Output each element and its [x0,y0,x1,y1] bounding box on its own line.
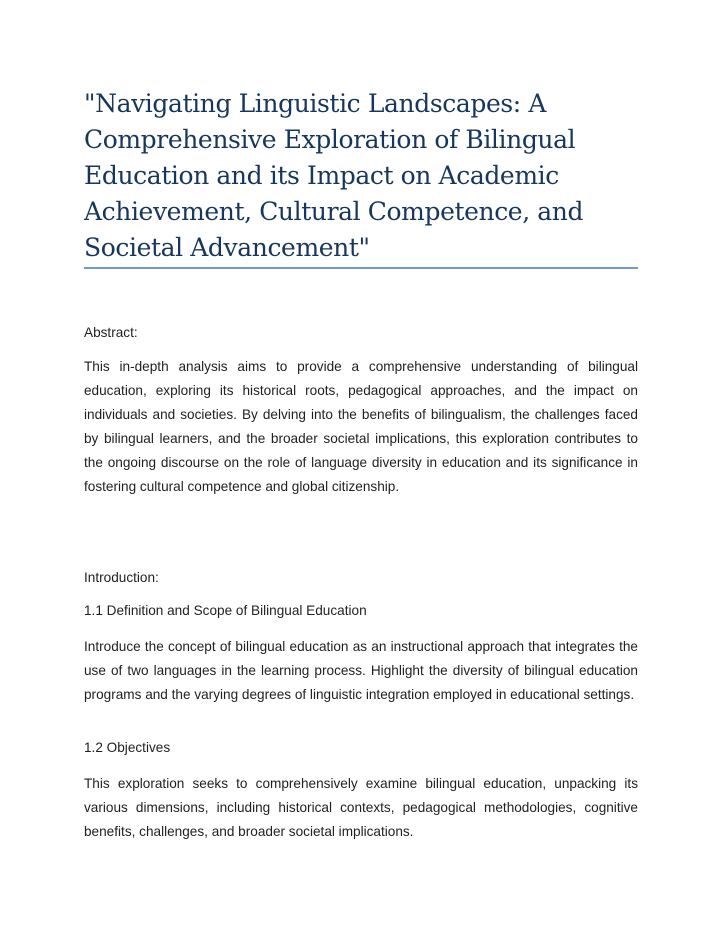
section-paragraph-1-1: Introduce the concept of bilingual education as an instructional approach that integrates the use of two languages in the learning process. Highlight the diversity of bilingual education programs and the varying degrees of linguistic integration employed in educational settings. [84,639,638,702]
introduction-label: Introduction: [84,570,159,585]
title-underline [84,267,638,269]
abstract-label: Abstract: [84,325,138,340]
section-paragraph-1-2: This exploration seeks to comprehensively examine bilingual education, unpacking its various dimensions, including historical contexts, pedagogical methodologies, cognitive benefits, challenges, and broader societal implications. [84,776,638,839]
section-heading-1-2: 1.2 Objectives [84,740,171,755]
document-title: "Navigating Linguistic Landscapes: A Comprehensive Exploration of Bilingual Education and its Impact on Academic Achievement, Cultural Competence, and Societal Advancement" [84,89,584,262]
section-heading-1-1: 1.1 Definition and Scope of Bilingual Education [84,603,367,618]
abstract-paragraph: This in-depth analysis aims to provide a comprehensive understanding of bilingual education, exploring its historical roots, pedagogical approaches, and the impact on individuals and societies. By delving into the benefits of bilingualism, the challenges faced by bilingual learners, and the broader societal implications, this exploration contributes to the ongoing discourse on the role of language diversity in education and its significance in fostering cultural competence and global citizenship. [84,359,638,494]
